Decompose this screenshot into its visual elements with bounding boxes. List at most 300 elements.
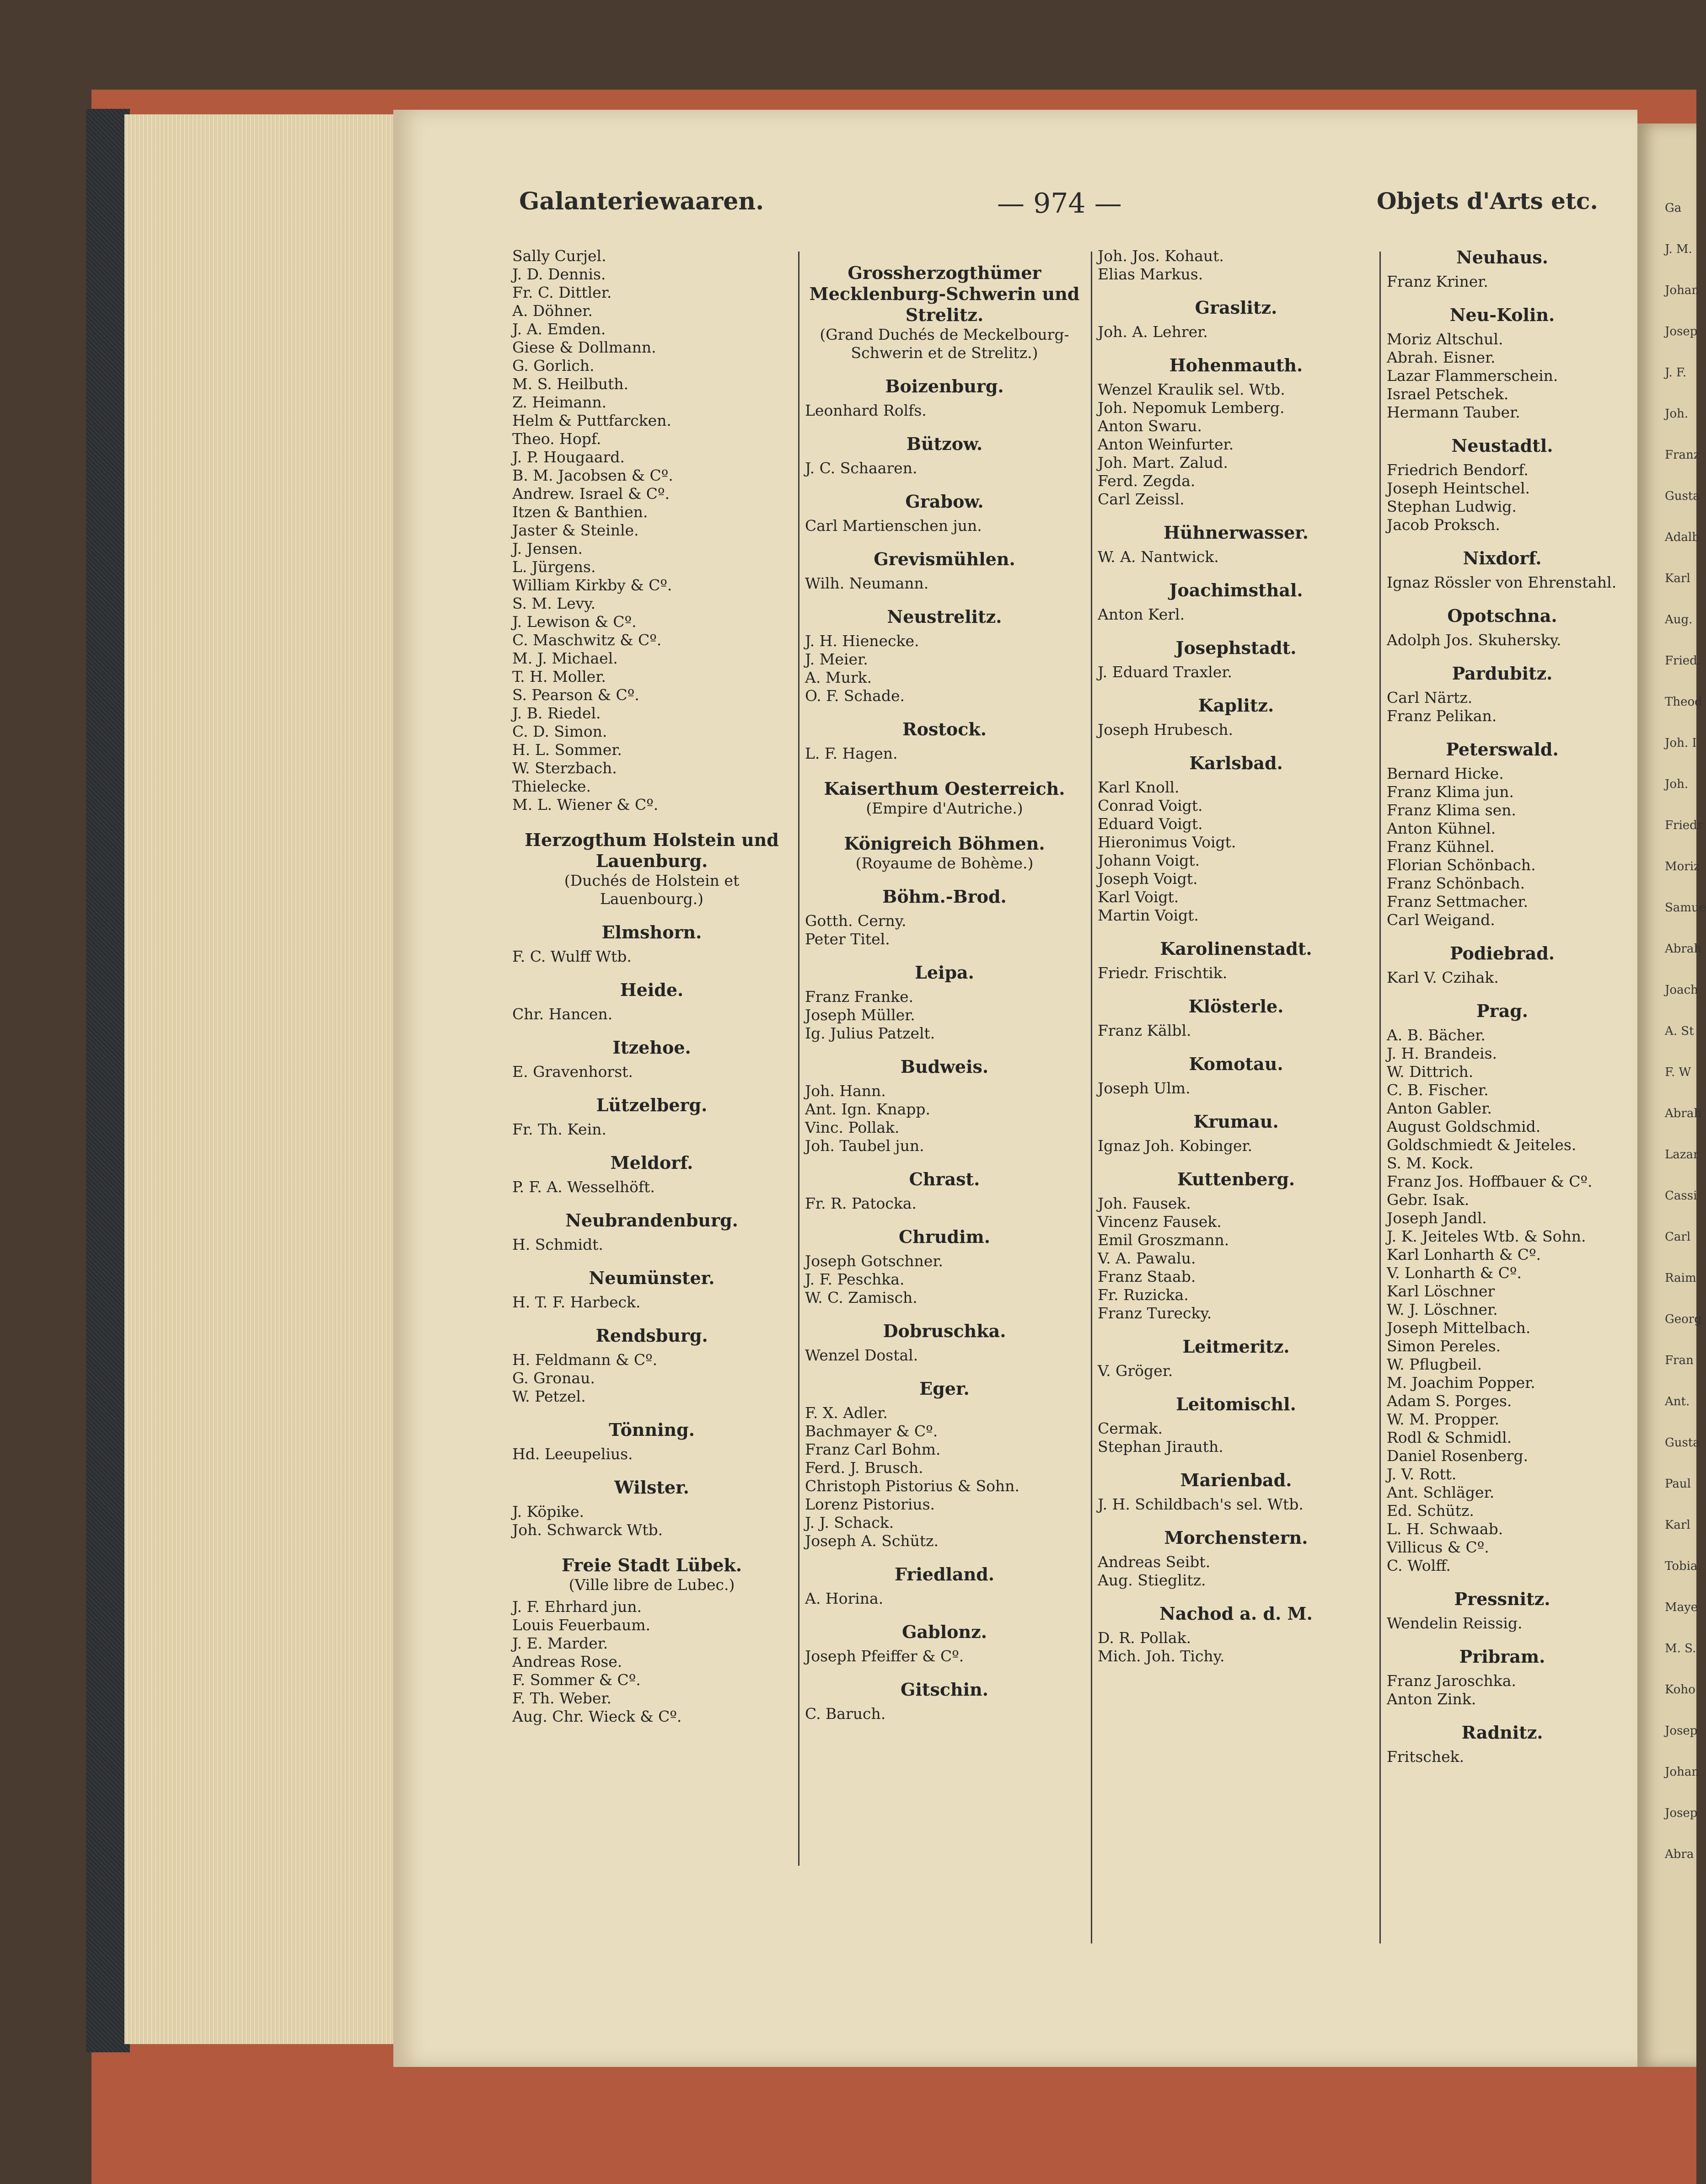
business-name: C. Wolff. bbox=[1387, 1557, 1451, 1574]
country-heading: Grossherzogthümer Mecklenburg-Schwerin und Strelitz. bbox=[809, 262, 1080, 325]
next-page-fragment: Adalb bbox=[1665, 530, 1700, 544]
town-heading: Kuttenberg. bbox=[1177, 1169, 1295, 1189]
town-heading: Grabow. bbox=[905, 491, 984, 512]
business-name: Christoph Pistorius & Sohn. bbox=[805, 1477, 1019, 1495]
page-number: — 974 — bbox=[997, 187, 1122, 219]
business-name: Wendelin Reissig. bbox=[1387, 1614, 1523, 1632]
business-name: L. F. Hagen. bbox=[805, 744, 898, 762]
business-name: Jaster & Steinle. bbox=[512, 521, 639, 539]
business-name: O. F. Schade. bbox=[805, 687, 905, 705]
business-name: Joseph Jandl. bbox=[1387, 1209, 1487, 1227]
business-name: J. A. Emden. bbox=[512, 320, 606, 338]
business-name: Fr. Ruzicka. bbox=[1098, 1286, 1189, 1304]
town-heading: Podiebrad. bbox=[1449, 943, 1555, 964]
business-name: A. Murk. bbox=[805, 669, 872, 686]
town-heading: Grevismühlen. bbox=[874, 549, 1015, 569]
business-name: J. D. Dennis. bbox=[512, 265, 606, 283]
business-name: Peter Titel. bbox=[805, 930, 890, 948]
business-name: Joseph A. Schütz. bbox=[805, 1532, 939, 1550]
business-name: Joseph Mittelbach. bbox=[1387, 1319, 1531, 1337]
business-name: Anton Kerl. bbox=[1098, 605, 1185, 623]
business-name: J. Eduard Traxler. bbox=[1098, 663, 1232, 681]
business-name: Anton Zink. bbox=[1387, 1690, 1476, 1708]
business-name: Goldschmiedt & Jeiteles. bbox=[1387, 1136, 1577, 1154]
business-name: J. Meier. bbox=[805, 650, 868, 668]
town-heading: Lützelberg. bbox=[596, 1095, 708, 1115]
next-page-fragment: Josep bbox=[1665, 1724, 1698, 1738]
town-heading: Neu-Kolin. bbox=[1449, 305, 1555, 325]
business-name: Thielecke. bbox=[512, 777, 591, 795]
business-name: Ignaz Rössler von Ehrenstahl. bbox=[1387, 573, 1617, 591]
business-name: Louis Feuerbaum. bbox=[512, 1616, 651, 1634]
town-heading: Pribram. bbox=[1459, 1646, 1545, 1667]
business-name: Adolph Jos. Skuhersky. bbox=[1387, 631, 1561, 649]
business-name: S. M. Kock. bbox=[1387, 1154, 1474, 1172]
business-name: Fr. R. Patocka. bbox=[805, 1194, 917, 1212]
business-name: H. Schmidt. bbox=[512, 1236, 603, 1253]
town-heading: Komotau. bbox=[1189, 1054, 1283, 1074]
business-name: Karl V. Czihak. bbox=[1387, 969, 1499, 986]
town-heading: Heide. bbox=[620, 980, 684, 1000]
business-name: J. P. Hougaard. bbox=[512, 448, 625, 466]
town-heading: Hühnerwasser. bbox=[1163, 522, 1309, 543]
business-name: L. H. Schwaab. bbox=[1387, 1520, 1503, 1538]
column-rule-3 bbox=[1379, 252, 1381, 1943]
french-subtitle: (Ville libre de Lubec.) bbox=[569, 1576, 735, 1594]
business-name: M. J. Michael. bbox=[512, 649, 618, 667]
business-name: Franz Klima sen. bbox=[1387, 801, 1516, 819]
business-name: J. H. Hienecke. bbox=[805, 632, 919, 650]
town-heading: Nachod a. d. M. bbox=[1159, 1603, 1313, 1624]
next-page-fragment: Carl bbox=[1665, 1230, 1691, 1244]
business-name: Joseph Heintschel. bbox=[1387, 479, 1530, 497]
town-heading: Kaplitz. bbox=[1198, 695, 1274, 716]
business-name: W. Dittrich. bbox=[1387, 1063, 1474, 1081]
business-name: Ed. Schütz. bbox=[1387, 1502, 1474, 1520]
business-name: W. J. Löschner. bbox=[1387, 1301, 1498, 1318]
next-page-fragment: Gusta bbox=[1665, 1436, 1700, 1450]
business-name: Karl Voigt. bbox=[1098, 888, 1179, 906]
business-name: C. Maschwitz & Cº. bbox=[512, 631, 662, 649]
business-name: F. C. Wulff Wtb. bbox=[512, 947, 632, 965]
town-heading: Leitmeritz. bbox=[1182, 1336, 1290, 1357]
town-heading: Nixdorf. bbox=[1463, 548, 1542, 568]
business-name: Israel Petschek. bbox=[1387, 385, 1509, 403]
business-name: S. M. Levy. bbox=[512, 594, 596, 612]
section-title-right: Objets d'Arts etc. bbox=[1377, 187, 1598, 214]
next-page-fragment: A. St bbox=[1665, 1024, 1694, 1038]
town-heading: Neubrandenburg. bbox=[565, 1210, 738, 1231]
directory-column-3 bbox=[1098, 247, 1374, 1665]
town-heading: Krumau. bbox=[1193, 1111, 1279, 1132]
next-page-fragment: Raim bbox=[1665, 1271, 1696, 1285]
business-name: J. Köpike. bbox=[512, 1503, 584, 1520]
next-page-fragment: Josep bbox=[1665, 325, 1698, 338]
business-name: Karl Lonharth & Cº. bbox=[1387, 1246, 1541, 1263]
business-name: Joh. Mart. Zalud. bbox=[1098, 454, 1228, 471]
business-name: Sally Curjel. bbox=[512, 247, 606, 265]
town-heading: Neustadtl. bbox=[1451, 435, 1553, 456]
business-name: Franz Klima jun. bbox=[1387, 783, 1514, 801]
business-name: Mich. Joh. Tichy. bbox=[1098, 1647, 1225, 1665]
business-name: Gotth. Cerny. bbox=[805, 912, 907, 930]
business-name: Anton Swaru. bbox=[1098, 417, 1202, 435]
business-name: Franz Settmacher. bbox=[1387, 893, 1529, 910]
business-name: Simon Pereles. bbox=[1387, 1337, 1501, 1355]
business-name: D. R. Pollak. bbox=[1098, 1629, 1191, 1647]
business-name: Wenzel Dostal. bbox=[805, 1346, 918, 1364]
business-name: J. C. Schaaren. bbox=[805, 459, 917, 477]
next-page-fragment: Josep bbox=[1665, 1806, 1698, 1820]
business-name: Joh. Schwarck Wtb. bbox=[512, 1521, 663, 1539]
town-heading: Rendsburg. bbox=[595, 1325, 708, 1346]
business-name: Johann Voigt. bbox=[1098, 851, 1200, 869]
business-name: Vinc. Pollak. bbox=[805, 1119, 900, 1136]
business-name: W. A. Nantwick. bbox=[1098, 548, 1219, 566]
business-name: Conrad Voigt. bbox=[1098, 797, 1203, 814]
next-page-fragment: Samue bbox=[1665, 901, 1706, 915]
town-heading: Radnitz. bbox=[1461, 1722, 1543, 1743]
business-name: Ant. Ign. Knapp. bbox=[805, 1100, 931, 1118]
business-name: Villicus & Cº. bbox=[1387, 1538, 1489, 1556]
business-name: A. Döhner. bbox=[512, 302, 593, 320]
country-heading: Herzogthum Holstein und Lauenburg. bbox=[525, 830, 779, 871]
town-heading: Morchenstern. bbox=[1164, 1527, 1308, 1548]
business-name: J. V. Rott. bbox=[1387, 1465, 1457, 1483]
business-name: Ant. Schläger. bbox=[1387, 1483, 1495, 1501]
business-name: Eduard Voigt. bbox=[1098, 815, 1203, 833]
business-name: Franz Carl Bohm. bbox=[805, 1440, 941, 1458]
business-name: Ferd. Zegda. bbox=[1098, 472, 1196, 490]
business-name: Karl Löschner bbox=[1387, 1282, 1495, 1300]
town-heading: Leitomischl. bbox=[1176, 1394, 1296, 1414]
business-name: V. Lonharth & Cº. bbox=[1387, 1264, 1522, 1282]
business-name: Karl Knoll. bbox=[1098, 778, 1180, 796]
business-name: W. Pflugbeil. bbox=[1387, 1355, 1482, 1373]
next-page-fragment: Joh. bbox=[1665, 407, 1689, 421]
business-name: Anton Gabler. bbox=[1387, 1099, 1492, 1117]
business-name: Chr. Hancen. bbox=[512, 1005, 613, 1023]
business-name: J. K. Jeiteles Wtb. & Sohn. bbox=[1387, 1227, 1586, 1245]
business-name: Abrah. Eisner. bbox=[1387, 348, 1496, 366]
business-name: Franz Turecky. bbox=[1098, 1304, 1212, 1322]
french-subtitle: (Royaume de Bohème.) bbox=[855, 854, 1034, 872]
business-name: J. H. Brandeis. bbox=[1387, 1044, 1497, 1062]
book-spine bbox=[86, 109, 130, 2052]
business-name: Franz Franke. bbox=[805, 988, 914, 1006]
business-name: Franz Staab. bbox=[1098, 1268, 1196, 1285]
next-page-fragment: Cassi bbox=[1665, 1189, 1697, 1203]
business-name: Cermak. bbox=[1098, 1419, 1163, 1437]
next-page-fragment: Friedr bbox=[1665, 819, 1703, 832]
business-name: Bernard Hicke. bbox=[1387, 765, 1504, 782]
business-name: Franz Kälbl. bbox=[1098, 1022, 1191, 1039]
business-name: C. D. Simon. bbox=[512, 723, 607, 740]
business-name: Jacob Proksch. bbox=[1387, 516, 1500, 534]
business-name: J. Lewison & Cº. bbox=[512, 613, 637, 631]
business-name: Fr. C. Dittler. bbox=[512, 284, 612, 301]
business-name: J. F. Peschka. bbox=[805, 1270, 905, 1288]
business-name: H. Feldmann & Cº. bbox=[512, 1351, 658, 1369]
business-name: F. X. Adler. bbox=[805, 1404, 888, 1422]
town-heading: Eger. bbox=[919, 1378, 970, 1399]
town-heading: Graslitz. bbox=[1195, 297, 1277, 318]
business-name: C. Baruch. bbox=[805, 1705, 886, 1723]
business-name: H. L. Sommer. bbox=[512, 741, 622, 759]
next-page-fragment: Moriz bbox=[1665, 860, 1700, 873]
next-page-fragment: Joach bbox=[1665, 983, 1698, 997]
business-name: M. L. Wiener & Cº. bbox=[512, 796, 659, 814]
town-heading: Joachimsthal. bbox=[1169, 580, 1303, 600]
next-page-fragment: Paul bbox=[1665, 1477, 1691, 1491]
next-page-fragment: Johan bbox=[1665, 1765, 1700, 1779]
town-heading: Boizenburg. bbox=[885, 376, 1004, 396]
business-name: Martin Voigt. bbox=[1098, 906, 1199, 924]
town-heading: Dobruschka. bbox=[883, 1321, 1006, 1341]
next-page-fragment: Lazar bbox=[1665, 1148, 1699, 1162]
business-name: Joh. Jos. Kohaut. bbox=[1098, 247, 1224, 265]
next-page-fragment: Johan bbox=[1665, 284, 1700, 297]
business-name: August Goldschmid. bbox=[1387, 1118, 1541, 1135]
town-heading: Opotschna. bbox=[1447, 605, 1557, 626]
business-name: Hermann Tauber. bbox=[1387, 403, 1520, 421]
business-name: Carl Martienschen jun. bbox=[805, 517, 982, 535]
town-heading: Budweis. bbox=[900, 1056, 989, 1077]
town-heading: Itzehoe. bbox=[612, 1037, 691, 1058]
business-name: Friedr. Frischtik. bbox=[1098, 964, 1228, 982]
business-name: Z. Heimann. bbox=[512, 393, 607, 411]
business-name: Joh. Hann. bbox=[805, 1082, 886, 1100]
next-page-fragment: Abrah bbox=[1665, 1107, 1702, 1120]
business-name: Florian Schönbach. bbox=[1387, 856, 1536, 874]
business-name: J. J. Schack. bbox=[805, 1514, 894, 1531]
business-name: Ig. Julius Patzelt. bbox=[805, 1024, 935, 1042]
town-heading: Karlsbad. bbox=[1189, 753, 1283, 773]
business-name: J. B. Riedel. bbox=[512, 704, 601, 722]
next-page-fragment: J. M. bbox=[1665, 242, 1692, 256]
town-heading: Marienbad. bbox=[1180, 1470, 1292, 1490]
business-name: Theo. Hopf. bbox=[512, 430, 601, 448]
business-name: Franz Jos. Hoffbauer & Cº. bbox=[1387, 1172, 1593, 1190]
business-name: Wenzel Kraulik sel. Wtb. bbox=[1098, 380, 1285, 398]
next-page-fragment: J. F. bbox=[1665, 366, 1687, 380]
next-page-fragment: Franz bbox=[1665, 448, 1700, 462]
town-heading: Chrudim. bbox=[899, 1226, 990, 1247]
town-heading: Josephstadt. bbox=[1175, 637, 1297, 658]
business-name: Ferd. J. Brusch. bbox=[805, 1459, 923, 1477]
next-page-fragment: Aug. bbox=[1665, 613, 1693, 626]
business-name: Franz Kühnel. bbox=[1387, 838, 1495, 856]
business-name: M. S. Heilbuth. bbox=[512, 375, 628, 393]
business-name: Franz Kriner. bbox=[1387, 273, 1488, 290]
business-name: Elias Markus. bbox=[1098, 265, 1203, 283]
next-page-fragment: Karl bbox=[1665, 572, 1690, 585]
town-heading: Rostock. bbox=[902, 719, 987, 739]
business-name: Joh. A. Lehrer. bbox=[1098, 323, 1208, 341]
next-page-fragment: Joh. bbox=[1665, 777, 1689, 791]
business-name: Friedrich Bendorf. bbox=[1387, 461, 1529, 479]
business-name: Joseph Voigt. bbox=[1098, 870, 1198, 888]
business-name: Joseph Ulm. bbox=[1098, 1079, 1191, 1097]
next-page-fragment: Tobia bbox=[1665, 1559, 1698, 1573]
business-name: W. Petzel. bbox=[512, 1387, 586, 1405]
business-name: J. Jensen. bbox=[512, 540, 583, 557]
country-heading: Freie Stadt Lübek. bbox=[562, 1555, 742, 1575]
column-rule-1 bbox=[798, 252, 799, 1866]
business-name: Hieronimus Voigt. bbox=[1098, 833, 1236, 851]
business-name: Giese & Dollmann. bbox=[512, 338, 656, 356]
business-name: Aug. Stieglitz. bbox=[1098, 1571, 1206, 1589]
town-heading: Karolinenstadt. bbox=[1160, 938, 1312, 959]
business-name: A. B. Bächer. bbox=[1387, 1026, 1486, 1044]
business-name: J. H. Schildbach's sel. Wtb. bbox=[1098, 1495, 1304, 1513]
business-name: Adam S. Porges. bbox=[1387, 1392, 1512, 1410]
next-page-fragment: Abra bbox=[1665, 1847, 1694, 1861]
business-name: Franz Jaroschka. bbox=[1387, 1672, 1516, 1690]
business-name: Ignaz Joh. Kobinger. bbox=[1098, 1137, 1253, 1155]
business-name: Fr. Th. Kein. bbox=[512, 1120, 606, 1138]
town-heading: Klösterle. bbox=[1188, 996, 1284, 1017]
next-page-fragment: Georg bbox=[1665, 1312, 1702, 1326]
business-name: William Kirkby & Cº. bbox=[512, 576, 672, 594]
town-heading: Friedland. bbox=[895, 1564, 994, 1584]
business-name: B. M. Jacobsen & Cº. bbox=[512, 466, 673, 484]
next-page-fragment: Koho bbox=[1665, 1683, 1695, 1697]
next-page-fragment: Maye bbox=[1665, 1601, 1698, 1614]
town-heading: Gablonz. bbox=[902, 1622, 987, 1642]
town-heading: Hohenmauth. bbox=[1169, 355, 1303, 375]
business-name: L. Jürgens. bbox=[512, 558, 596, 576]
town-heading: Elmshorn. bbox=[601, 922, 702, 942]
business-name: Daniel Rosenberg. bbox=[1387, 1447, 1528, 1465]
business-name: Aug. Chr. Wieck & Cº. bbox=[512, 1708, 682, 1725]
business-name: Lorenz Pistorius. bbox=[805, 1495, 935, 1513]
business-name: T. H. Moller. bbox=[512, 668, 606, 685]
business-name: Emil Groszmann. bbox=[1098, 1231, 1229, 1249]
business-name: W. Sterzbach. bbox=[512, 759, 617, 777]
business-name: W. M. Propper. bbox=[1387, 1410, 1500, 1428]
business-name: Itzen & Banthien. bbox=[512, 503, 648, 521]
next-page-fragment: Fran bbox=[1665, 1354, 1694, 1367]
business-name: J. F. Ehrhard jun. bbox=[512, 1598, 642, 1616]
business-name: Wilh. Neumann. bbox=[805, 574, 929, 592]
business-name: Andreas Rose. bbox=[512, 1653, 622, 1670]
next-page-fragment: Ga bbox=[1665, 201, 1682, 215]
business-name: Rodl & Schmidl. bbox=[1387, 1429, 1512, 1446]
business-name: J. E. Marder. bbox=[512, 1634, 608, 1652]
business-name: Lazar Flammerschein. bbox=[1387, 367, 1558, 385]
business-name: P. F. A. Wesselhöft. bbox=[512, 1178, 655, 1196]
next-page-fragment: M. S. bbox=[1665, 1642, 1696, 1655]
business-name: Fritschek. bbox=[1387, 1748, 1465, 1766]
business-name: Helm & Puttfarcken. bbox=[512, 412, 671, 429]
business-name: Bachmayer & Cº. bbox=[805, 1422, 938, 1440]
business-name: Anton Weinfurter. bbox=[1098, 435, 1234, 453]
french-subtitle: (Empire d'Autriche.) bbox=[866, 799, 1023, 817]
business-name: A. Horina. bbox=[805, 1590, 884, 1607]
business-name: Moriz Altschul. bbox=[1387, 330, 1503, 348]
business-name: E. Gravenhorst. bbox=[512, 1063, 633, 1081]
french-subtitle: (Grand Duchés de Meckelbourg-Schwerin et de Strelitz.) bbox=[820, 326, 1069, 362]
business-name: Vincenz Fausek. bbox=[1098, 1213, 1222, 1231]
column-rule-2 bbox=[1091, 252, 1092, 1943]
town-heading: Peterswald. bbox=[1446, 739, 1559, 760]
next-page-fragment: Abrah bbox=[1665, 942, 1702, 956]
town-heading: Leipa. bbox=[915, 962, 974, 983]
town-heading: Meldorf. bbox=[610, 1152, 693, 1173]
business-name: Franz Pelikan. bbox=[1387, 707, 1497, 725]
business-name: F. Th. Weber. bbox=[512, 1689, 612, 1707]
business-name: F. Sommer & Cº. bbox=[512, 1671, 641, 1689]
business-name: C. B. Fischer. bbox=[1387, 1081, 1489, 1099]
next-page-fragment: Fried. bbox=[1665, 654, 1701, 668]
town-heading: Böhm.-Brod. bbox=[882, 886, 1007, 907]
directory-column-2 bbox=[805, 247, 1084, 1723]
business-name: V. Gröger. bbox=[1098, 1362, 1173, 1380]
business-name: Hd. Leeupelius. bbox=[512, 1445, 633, 1463]
business-name: Leonhard Rolfs. bbox=[805, 401, 927, 419]
business-name: Carl Weigand. bbox=[1387, 911, 1495, 929]
country-heading: Königreich Böhmen. bbox=[844, 833, 1045, 854]
business-name: W. C. Zamisch. bbox=[805, 1289, 917, 1306]
business-name: Joseph Müller. bbox=[805, 1006, 915, 1024]
business-name: Andrew. Israel & Cº. bbox=[512, 485, 670, 503]
business-name: Franz Schönbach. bbox=[1387, 874, 1525, 892]
town-heading: Pardubitz. bbox=[1452, 663, 1553, 684]
business-name: Stephan Ludwig. bbox=[1387, 498, 1517, 515]
next-page-fragment: Karl bbox=[1665, 1518, 1690, 1532]
town-heading: Bützow. bbox=[906, 434, 983, 454]
next-page-fragment: Gusta bbox=[1665, 489, 1700, 503]
french-subtitle: (Duchés de Holstein et Lauenbourg.) bbox=[564, 872, 740, 908]
business-name: V. A. Pawalu. bbox=[1098, 1249, 1196, 1267]
town-heading: Prag. bbox=[1476, 1001, 1529, 1021]
next-page-fragment: Theod bbox=[1665, 695, 1702, 709]
next-page-fragment: Ant. bbox=[1665, 1395, 1690, 1408]
town-heading: Tönning. bbox=[609, 1419, 695, 1440]
business-name: Gebr. Isak. bbox=[1387, 1191, 1470, 1209]
business-name: Joh. Nepomuk Lemberg. bbox=[1098, 399, 1285, 417]
business-name: M. Joachim Popper. bbox=[1387, 1374, 1535, 1392]
business-name: Joseph Pfeiffer & Cº. bbox=[805, 1647, 964, 1665]
town-heading: Neumünster. bbox=[589, 1268, 715, 1288]
country-heading: Kaiserthum Oesterreich. bbox=[824, 778, 1065, 799]
next-page-fragment: Joh. I bbox=[1665, 736, 1697, 750]
town-heading: Neustrelitz. bbox=[887, 606, 1002, 627]
town-heading: Gitschin. bbox=[901, 1679, 988, 1700]
business-name: Carl Närtz. bbox=[1387, 689, 1473, 707]
business-name: Carl Zeissl. bbox=[1098, 490, 1185, 508]
business-name: H. T. F. Harbeck. bbox=[512, 1293, 641, 1311]
page-edges bbox=[124, 114, 403, 2044]
business-name: G. Gorlich. bbox=[512, 357, 595, 375]
business-name: Stephan Jirauth. bbox=[1098, 1438, 1223, 1456]
directory-column-4 bbox=[1387, 247, 1618, 1766]
business-name: G. Gronau. bbox=[512, 1369, 595, 1387]
next-page-fragment: F. W bbox=[1665, 1065, 1691, 1079]
business-name: Joh. Taubel jun. bbox=[805, 1137, 924, 1155]
business-name: Andreas Seibt. bbox=[1098, 1553, 1211, 1571]
section-title-left: Galanteriewaaren. bbox=[519, 187, 764, 215]
business-name: Joseph Gotschner. bbox=[805, 1252, 944, 1270]
town-heading: Chrast. bbox=[909, 1169, 980, 1189]
business-name: S. Pearson & Cº. bbox=[512, 686, 639, 704]
town-heading: Pressnitz. bbox=[1454, 1589, 1550, 1609]
business-name: Joseph Hrubesch. bbox=[1098, 721, 1234, 739]
business-name: Joh. Fausek. bbox=[1098, 1194, 1191, 1212]
town-heading: Neuhaus. bbox=[1456, 247, 1549, 268]
town-heading: Wilster. bbox=[614, 1477, 689, 1498]
